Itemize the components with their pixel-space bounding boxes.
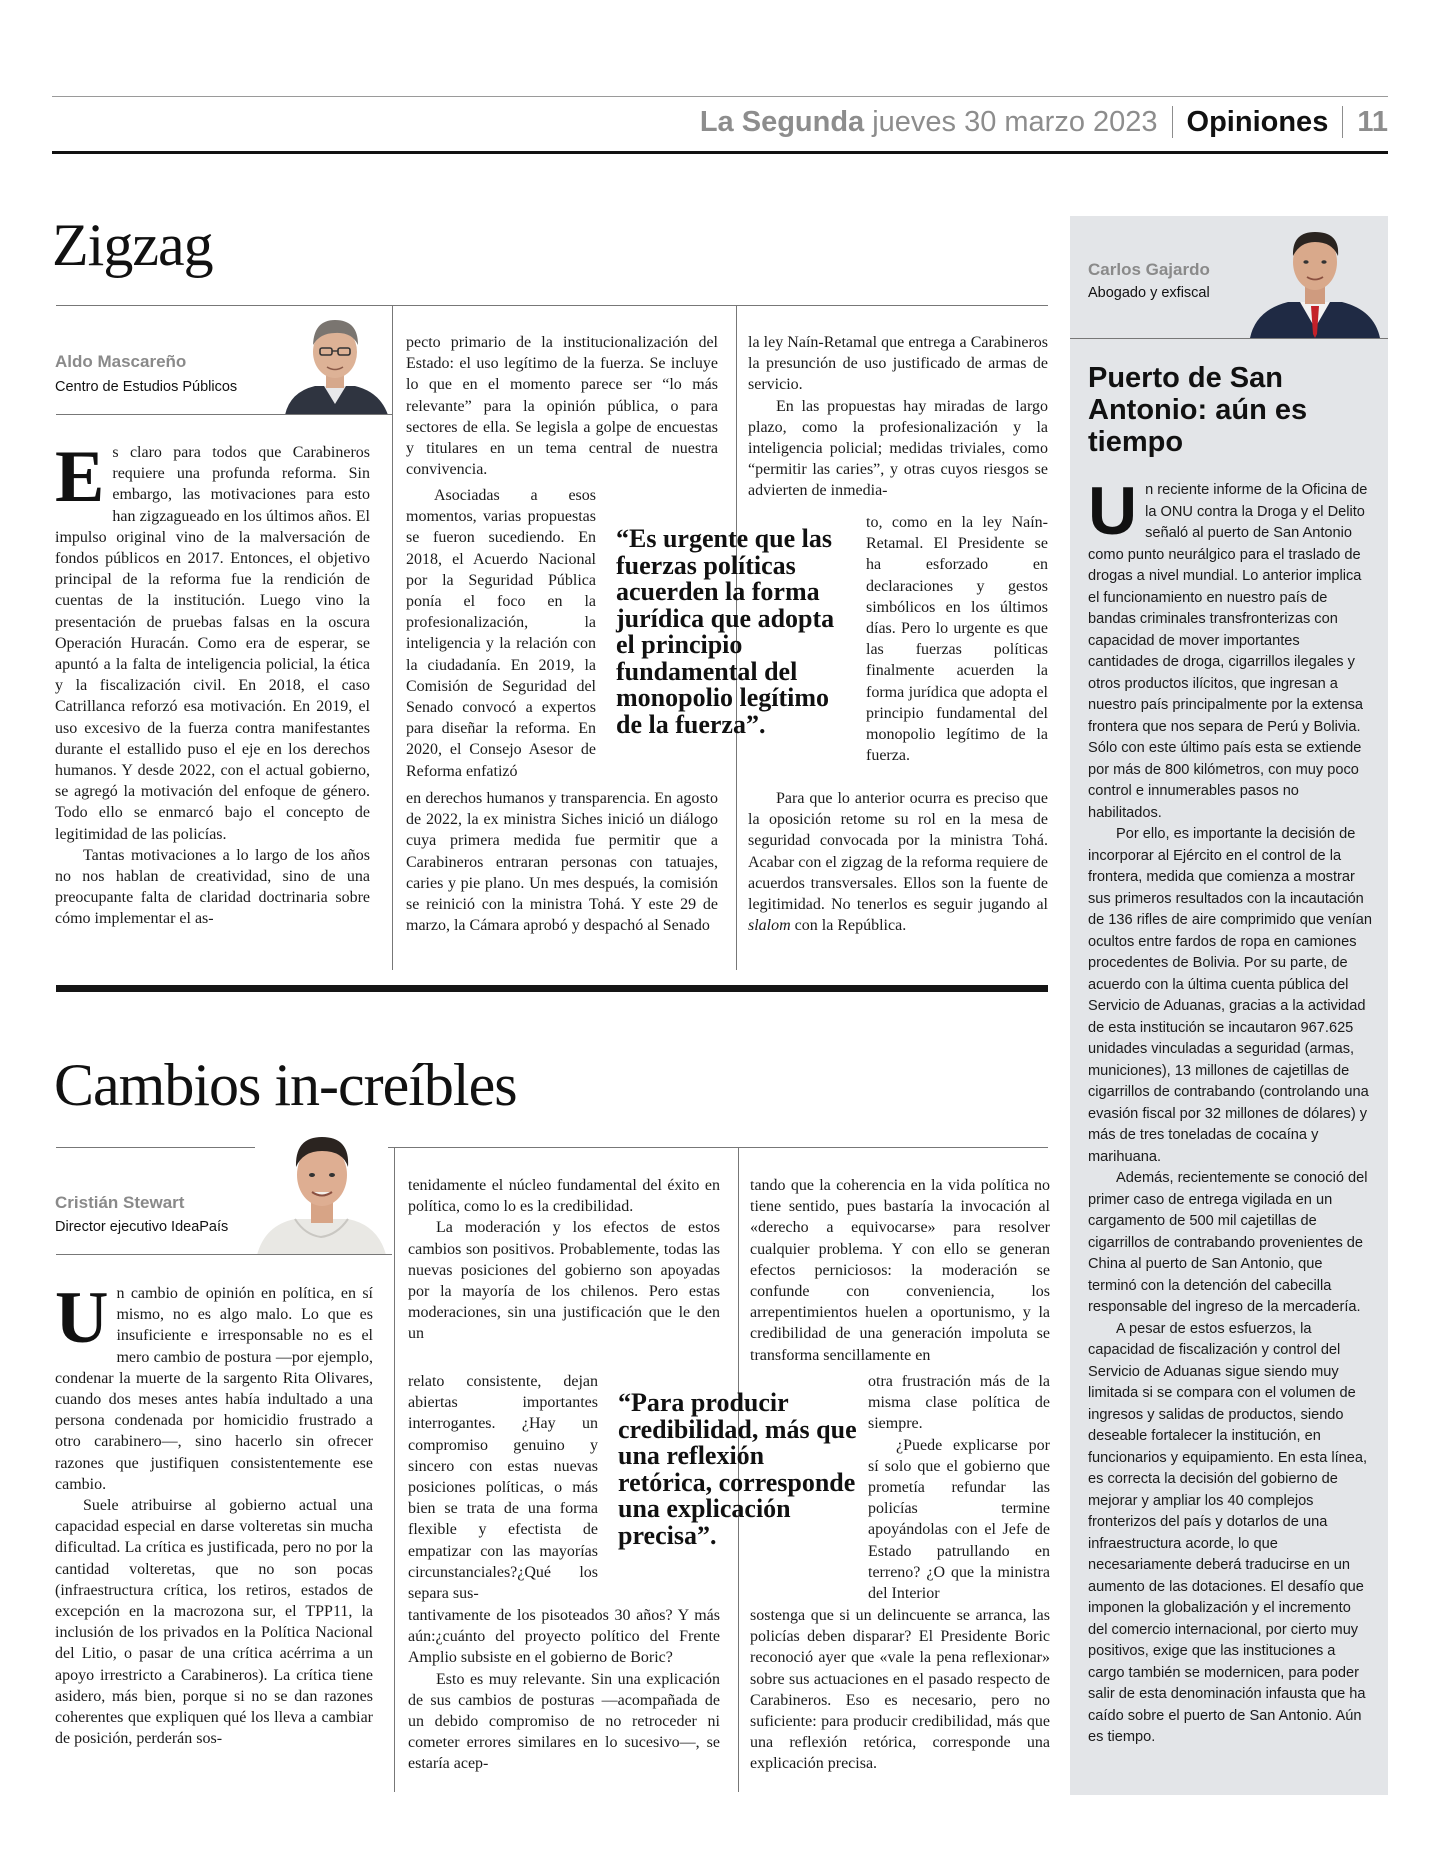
article1-paragraph: pecto primario de la institucionalización del Estado: el uso legítimo de la fuerza. Se incluye lo que en el momento parece ser “lo más relevante” para la opinión pública, o para sectores de ella. Se legisla a golpe de encuestas y titulares en un tema central de nuestra convivencia. <box>406 334 718 479</box>
article2-paragraph: La moderación y los efectos de estos cambios son positivos. Probablemente, todas las nuevas posiciones del gobierno son apoyadas por la mayoría de los chilenos. Pero estas moderaciones, sin una justificación que le den un <box>408 1219 720 1343</box>
article2-author-rule <box>56 1254 392 1255</box>
article2-column-2-narrow <box>408 1371 598 1603</box>
article1-paragraph: la ley Naín-Retamal que entrega a Carabineros la presunción de uso justificado de armas de servicio. <box>748 334 1048 394</box>
publication-date: jueves 30 marzo 2023 <box>872 105 1158 138</box>
article2-paragraph: tantivamente de los pisoteados 30 años? Y más aún:¿cuánto del proyecto político del Frente Amplio subsiste en el gobierno de Boric? <box>408 1607 720 1667</box>
page-number: 11 <box>1357 105 1388 138</box>
sidebar-paragraph: Además, recientemente se conoció del primer caso de entrega vigilada en un cargamento de 500 mil cajetillas de cigarrillos de contrabando provenientes de China al puerto de San Antonio, que terminó con la detención del cabecilla responsable del ingreso de la mercadería. <box>1088 1170 1368 1315</box>
article2-paragraph: tando que la coherencia en la vida política no tiene sentido, pues bastaría la invocación al «derecho a equivocarse» para resolver cualquier problema. Y con ello se generan efectos perniciosos: la moderación se confunde con conveniencia, los arrepentimientos huelen a oportunismo, y la credibilidad de una generación impoluta se transforma sencillamente en <box>750 1177 1050 1364</box>
article1-paragraph: to, como en la ley Naín-Retamal. El Presidente se ha esforzado en declaraciones y gestos simbólicos en los últimos días. Pero lo urgente es que las fuerzas políticas finalmente acuerden la forma jurídica que adopta el principio fundamental del monopolio legítimo de la fuerza. <box>866 514 1048 765</box>
article2-pullquote: “Para producir credibilidad, más que una reflexión retórica, corresponde una explicación precisa”. <box>618 1388 857 1550</box>
article1-author-photo <box>280 312 390 415</box>
masthead-bottom-rule <box>52 151 1388 154</box>
sidebar-author-rule <box>1070 338 1388 339</box>
article2-paragraph: Suele atribuirse al gobierno actual una capacidad especial en darse volteretas sin mucha dificultad. La crítica es justificada, pero no por la cantidad volteretas, que no son pocas (infraestructura crítica, los retiros, estados de excepción en la macrozona sur, el TPP11, la inclusión de los privados en la Política Nacional del Litio, o pasar de una crítica acérrima a un apoyo irrestricto a Carabineros). La crítica tiene asidero, más bien, porque si no se dan razones coherentes que expliquen qué los lleva a cambiar de posición, perderán sos- <box>55 1497 373 1748</box>
article1-dropcap: E <box>55 442 105 518</box>
article1-column-3-narrow <box>866 512 1048 784</box>
column-rule <box>392 305 393 970</box>
article2-author-role: Director ejecutivo IdeaPaís <box>55 1219 229 1235</box>
sidebar-paragraph: Por ello, es importante la decisión de incorporar al Ejército en el control de la frontera, medida que comienza a mostrar sus primeros resultados con la incautación de 136 rifles de aire comprimido que venían ocultos entre fardos de ropa en camiones procedentes de Bolivia. Por su parte, de acuerdo con la última cuenta pública del Servicio de Aduanas, gracias a la actividad de esta institución se incautaron 967.625 unidades vinculadas a seguridad (armas, municiones), 13 millones de cajetillas de cigarrillos de contrabando (controlando una evasión fiscal por 32 millones de dólares) y más de tres toneladas de cocaína y marihuana. <box>1088 826 1372 1165</box>
sidebar-title: Puerto de San Antonio: aún es tiempo <box>1088 362 1308 458</box>
article1-author-name: Aldo Mascareño <box>55 352 187 371</box>
masthead-top-rule <box>52 96 1388 97</box>
article2-column-3-top <box>750 1175 1050 1370</box>
article2-lead-paragraph <box>55 1283 373 1495</box>
article2-lead-text: n cambio de opinión en política, en sí mismo, no es algo malo. Lo que es insuficiente e irresponsable no es el mero cambio de postura —por ejemplo, condenar la muerte de la sargento Rita Olivares, cuando dos meses antes había indultado a una persona condenada por homicidio frustrado a otro carabinero—, sino hacerlo sin ofrecer razones que justifiquen consistentemente ese cambio. <box>55 1285 373 1493</box>
article2-paragraph: relato consistente, dejan abiertas importantes interrogantes. ¿Hay un compromiso genuino y sincero con estas nuevas posiciones políticas, o más bien se trata de una forma flexible y efectista de empatizar con las mayorías circunstanciales?¿Qué los separa sus- <box>408 1373 598 1603</box>
masthead <box>700 102 1388 142</box>
section-name: Opiniones <box>1186 105 1329 138</box>
sidebar-author-name: Carlos Gajardo <box>1088 260 1210 279</box>
article2-paragraph: otra frustración más de la misma clase política de siempre. <box>868 1373 1050 1433</box>
article2-paragraph: sostenga que si un delincuente se arranca, las policías deben disparar? El Presidente Boric reconoció ayer que «vale la pena reflexionar» sobre sus actuaciones en el pasado respecto de Carabineros. Eso es necesario, pero no suficiente: para producir credibilidad, más que una reflexión retórica, corresponde una explicación precisa. <box>750 1607 1050 1773</box>
article1-italic-word: slalom <box>748 917 791 935</box>
article2-paragraph: Esto es muy relevante. Sin una explicación de sus cambios de posturas —acompañada de un debido compromiso de no retroceder ni cometer errores similares en lo sucesivo—, se estaría acep- <box>408 1670 720 1773</box>
article1-paragraph: Tantas motivaciones a lo largo de los años no nos hablan de creatividad, sino de una preocupante falta de claridad doctrinaria sobre cómo implementar el as- <box>55 846 370 928</box>
article1-paragraph <box>748 788 1048 936</box>
article1-column-3-bottom <box>748 788 1048 960</box>
article1-column-1 <box>55 442 370 957</box>
article1-closing-text: Para que lo anterior ocurra es preciso que la oposición retome su rol en la mesa de seguridad convocada por la ministra Tohá. Acabar con el zigzag de la reforma requiere de acuerdos transversales. Ellos son la fuente de legitimidad. No tenerlos es seguir jugando al <box>748 790 1048 914</box>
article2-column-3-narrow <box>868 1371 1050 1603</box>
article1-pullquote: “Es urgente que las fuerzas políticas acuerden la forma jurídica que adopta el principio fundamental del monopolio legítimo de la fuerza”. <box>616 524 835 739</box>
article2-column-1 <box>55 1283 373 1793</box>
masthead-separator <box>1342 106 1343 138</box>
article1-title-rule <box>56 305 1048 306</box>
publication-name: La Segunda <box>699 105 865 138</box>
sidebar-lead-text: n reciente informe de la Oficina de la ONU contra la Droga y el Delito señaló al puerto de San Antonio como punto neurálgico para el traslado de drogas a nivel mundial. Lo anterior implica el funcionamiento en nuestro país de bandas criminales transfronterizas con capacidad de mover importantes cantidades de droga, cigarrillos ilegales y otros productos ilícitos, que ingresan a nuestro país principalmente por la extensa frontera que nos separa de Perú y Bolivia. Sólo con este último país esta se extiende por más de 800 kilómetros, con muy poco control e innumerables pasos no habilitados. <box>1088 482 1368 821</box>
article1-lead-paragraph <box>55 442 370 845</box>
article2-title-rule <box>56 1147 1048 1148</box>
article1-column-3-top <box>748 332 1048 510</box>
article1-column-2-top <box>406 332 718 482</box>
article1-paragraph: en derechos humanos y transparencia. En agosto de 2022, la ex ministra Siches inició un diálogo cuya primera medida fue permitir que a Carabineros entraran personas con tatuajes, caries y pie plano. Un mes después, la comisión se reinició con la ministra Tohá. Y este 29 de marzo, la Cámara aprobó y despachó al Senado <box>406 790 718 935</box>
sidebar-lead-paragraph <box>1088 480 1372 824</box>
article2-author-name: Cristián Stewart <box>55 1193 185 1212</box>
article1-closing-end: con la República. <box>794 917 907 935</box>
article2-dropcap: U <box>55 1283 109 1359</box>
sidebar-author-photo <box>1250 222 1380 338</box>
masthead-separator <box>1172 106 1173 138</box>
article1-author-role: Centro de Estudios Públicos <box>55 379 238 395</box>
article2-column-3-bottom <box>750 1605 1050 1795</box>
article1-title: Zigzag <box>52 212 213 278</box>
article1-column-2-narrow <box>406 485 596 785</box>
article1-lead-text: s claro para todos que Carabineros requiere una profunda reforma. Sin embargo, las motivaciones para esto han zigzagueado en los últimos años. El impulso original vino de la malversación de fondos públicos en 2017. Entonces, el objetivo principal de la reforma fue la rendición de cuentas de la institución. Luego vino la presentación de pruebas falsas en la oscura Operación Huracán. Como era de esperar, se apuntó a la falta de inteligencia policial, la ética y la fiscalización civil. En 2018, el caso Catrillanca reforzó esa motivación. En 2019, el uso excesivo de la fuerza contra manifestantes durante el estallido puso el eje en los derechos humanos. Y desde 2022, con el actual gobierno, se agregó la motivación del enfoque de género. Todo ello se enmarcó bajo el concepto de legitimidad de las policías. <box>55 444 370 843</box>
article1-column-2-bottom <box>406 788 718 960</box>
article1-paragraph: Asociadas a esos momentos, varias propuestas se fueron sucediendo. En 2018, el Acuerdo Nacional por la Seguridad Pública ponía el foco en la profesionalización, la inteligencia y la relación con la ciudadanía. En 2019, la Comisión de Seguridad del Senado convocó a expertos para diseñar la reforma. En 2020, el Consejo Asesor de Reforma enfatizó <box>406 487 596 780</box>
sidebar-dropcap: U <box>1088 480 1138 549</box>
article2-column-2-top <box>408 1175 720 1370</box>
sidebar-author-role: Abogado y exfiscal <box>1088 285 1210 301</box>
article1-author-rule <box>56 414 392 415</box>
article2-column-2-bottom <box>408 1605 720 1795</box>
article2-author-photo <box>255 1125 388 1255</box>
article2-paragraph: tenidamente el núcleo fundamental del éxito en política, como lo es la credibilidad. <box>408 1177 720 1216</box>
article1-paragraph: En las propuestas hay miradas de largo plazo, como la profesionalización y la inteligencia policial; medidas triviales, como “permitir las caries”, y otras cuyos riesgos se advierten de inmedia- <box>748 397 1048 500</box>
article-divider <box>56 985 1048 992</box>
article2-paragraph: ¿Puede explicarse por sí solo que el gobierno que prometía refundar las policías termine apoyándolas con el Jefe de Estado patrullando en terreno? ¿O que la ministra del Interior <box>868 1436 1050 1603</box>
sidebar-body <box>1088 480 1372 1749</box>
article2-title: Cambios in-creíbles <box>54 1052 517 1118</box>
column-rule <box>394 1147 395 1792</box>
sidebar-paragraph: A pesar de estos esfuerzos, la capacidad de fiscalización y control del Servicio de Aduanas sigue siendo muy limitada si se compara con el volumen de ingresos y salidas de productos, siendo deseable fortalecer la institución, en funcionarios y equipamiento. En esta línea, es correcta la decisión del gobierno de mejorar y ampliar los 40 complejos fronterizos del país y dotarlos de una infraestructura acorde, lo que necesariamente deberá traducirse en un aumento de las dotaciones. El desafío que imponen la globalización y el incremento del comercio internacional, por cierto muy positivos, exige que las instituciones a cargo también se modernicen, para poder salir de esta denominación infausta que ha caído sobre el puerto de San Antonio. Aún es tiempo. <box>1088 1320 1368 1745</box>
